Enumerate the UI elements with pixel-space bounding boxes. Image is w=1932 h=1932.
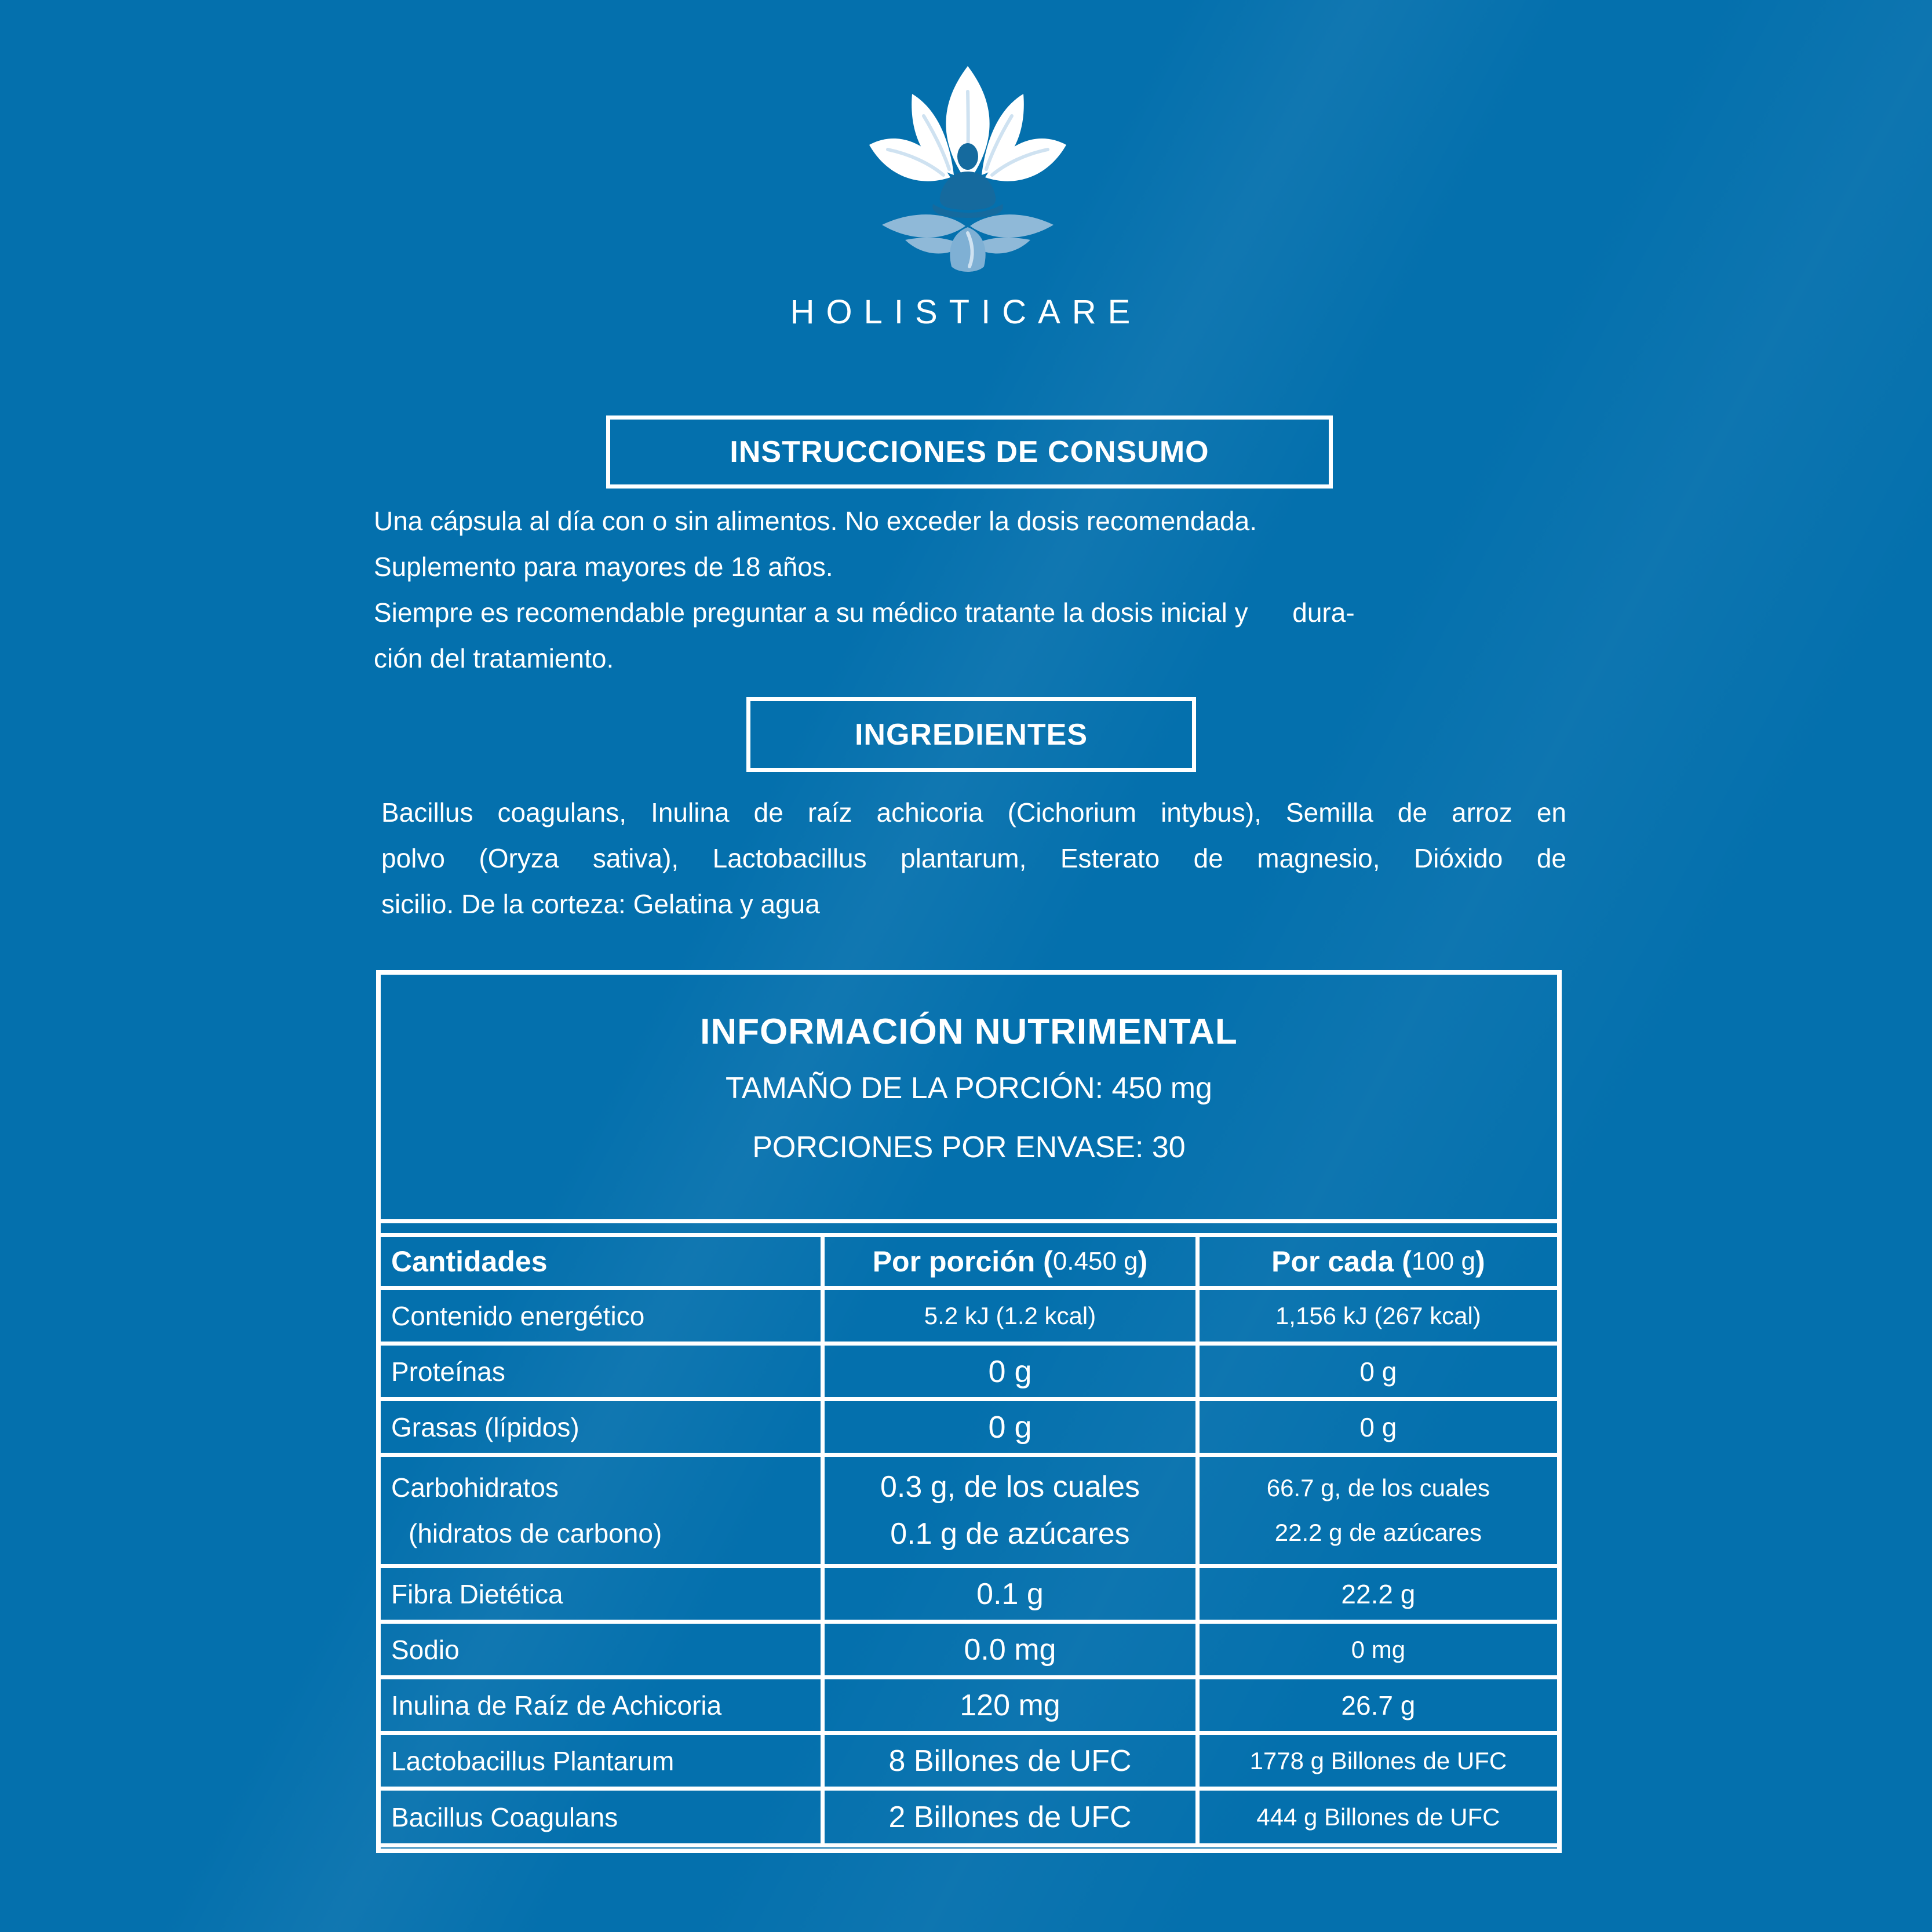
ingredients-text	[381, 790, 1566, 927]
row-per-100g: 1778 g Billones de UFC	[1195, 1735, 1557, 1791]
row-per-100g: 1,156 kJ (267 kcal)	[1195, 1290, 1557, 1346]
row-per-serving: 2 Billones de UFC	[821, 1791, 1195, 1847]
column-header-label: Por cada (	[1271, 1245, 1412, 1278]
instructions-line: ción del tratamiento.	[374, 643, 614, 673]
table-row-contenido-energetico	[381, 1290, 1557, 1346]
column-header-por-porcion	[821, 1233, 1195, 1290]
table-row-sodio	[381, 1624, 1557, 1679]
serving-size: TAMAÑO DE LA PORCIÓN: 450 mg	[726, 1071, 1212, 1105]
instructions-title: INSTRUCCIONES DE CONSUMO	[730, 435, 1209, 469]
row-per-100g: 0 g	[1195, 1401, 1557, 1457]
row-per-serving: 0.0 mg	[821, 1624, 1195, 1679]
row-per-100g-line2: 22.2 g de azúcares	[1274, 1519, 1482, 1547]
row-name: Contenido energético	[381, 1290, 821, 1346]
row-per-100g: 0 mg	[1195, 1624, 1557, 1679]
table-row-fibra	[381, 1568, 1557, 1624]
instructions-title-box	[606, 415, 1333, 489]
row-per-100g: 26.7 g	[1195, 1679, 1557, 1735]
row-name: Fibra Dietética	[381, 1568, 821, 1624]
instructions-line: Siempre es recomendable preguntar a su médico tratante la dosis inicial y dura-	[374, 597, 1355, 628]
row-name: Bacillus Coagulans	[381, 1791, 821, 1847]
ingredients-line: sicilio. De la corteza: Gelatina y agua	[381, 889, 820, 919]
column-header-amount: 100 g	[1411, 1247, 1475, 1275]
instructions-line: Suplemento para mayores de 18 años.	[374, 552, 833, 582]
table-row-grasas	[381, 1401, 1557, 1457]
column-header-paren: )	[1138, 1245, 1148, 1278]
row-per-serving	[821, 1457, 1195, 1568]
row-per-100g: 444 g Billones de UFC	[1195, 1791, 1557, 1847]
row-per-100g: 22.2 g	[1195, 1568, 1557, 1624]
row-name-line1: Carbohidratos	[391, 1472, 559, 1503]
ingredients-title: INGREDIENTES	[854, 717, 1088, 752]
row-per-100g	[1195, 1457, 1557, 1568]
row-per-serving: 0 g	[821, 1346, 1195, 1401]
table-row-lactobacillus	[381, 1735, 1557, 1791]
column-header-cantidades	[381, 1233, 821, 1290]
row-per-100g-line1: 66.7 g, de los cuales	[1266, 1474, 1490, 1501]
column-header-amount: 0.450 g	[1052, 1247, 1138, 1275]
row-per-serving: 5.2 kJ (1.2 kcal)	[821, 1290, 1195, 1346]
row-per-serving: 120 mg	[821, 1679, 1195, 1735]
column-header-por-cada	[1195, 1233, 1557, 1290]
row-name: Inulina de Raíz de Achicoria	[381, 1679, 821, 1735]
ingredients-line: polvo (Oryza sativa), Lactobacillus plantarum, Esterato de magnesio, Dióxido de	[381, 843, 1566, 873]
brand-name: HOLISTICARE	[790, 293, 1142, 331]
column-header-label: Por porción (	[872, 1245, 1053, 1278]
row-per-serving: 8 Billones de UFC	[821, 1735, 1195, 1791]
ingredients-title-box	[746, 697, 1196, 772]
table-row-proteinas	[381, 1346, 1557, 1401]
nutrition-panel	[376, 970, 1562, 1853]
row-name-line2: (hidratos de carbono)	[409, 1518, 662, 1549]
servings-per-container: PORCIONES POR ENVASE: 30	[752, 1131, 1186, 1164]
nutrition-table	[381, 1233, 1557, 1847]
table-header-row	[381, 1233, 1557, 1290]
row-per-serving: 0.1 g	[821, 1568, 1195, 1624]
lotus-meditation-icon	[856, 58, 1080, 290]
table-row-carbohidratos	[381, 1457, 1557, 1568]
row-per-serving-line2: 0.1 g de azúcares	[890, 1517, 1130, 1551]
table-row-inulina	[381, 1679, 1557, 1735]
ingredients-line: Bacillus coagulans, Inulina de raíz achicoria (Cichorium intybus), Semilla de arroz en	[381, 797, 1566, 828]
row-name: Grasas (lípidos)	[381, 1401, 821, 1457]
row-per-100g: 0 g	[1195, 1346, 1557, 1401]
instructions-line: Una cápsula al día con o sin alimentos. No exceder la dosis recomendada.	[374, 506, 1257, 536]
row-name	[381, 1457, 821, 1568]
row-name: Lactobacillus Plantarum	[381, 1735, 821, 1791]
instructions-text	[374, 498, 1596, 681]
nutrition-title: INFORMACIÓN NUTRIMENTAL	[700, 1012, 1238, 1052]
column-header-paren: )	[1475, 1245, 1485, 1278]
column-header-label: Cantidades	[391, 1245, 548, 1278]
table-row-bacillus	[381, 1791, 1557, 1847]
row-per-serving-line1: 0.3 g, de los cuales	[880, 1470, 1140, 1504]
row-name: Sodio	[381, 1624, 821, 1679]
row-name: Proteínas	[381, 1346, 821, 1401]
table-top-rule	[381, 1219, 1557, 1223]
row-per-serving: 0 g	[821, 1401, 1195, 1457]
